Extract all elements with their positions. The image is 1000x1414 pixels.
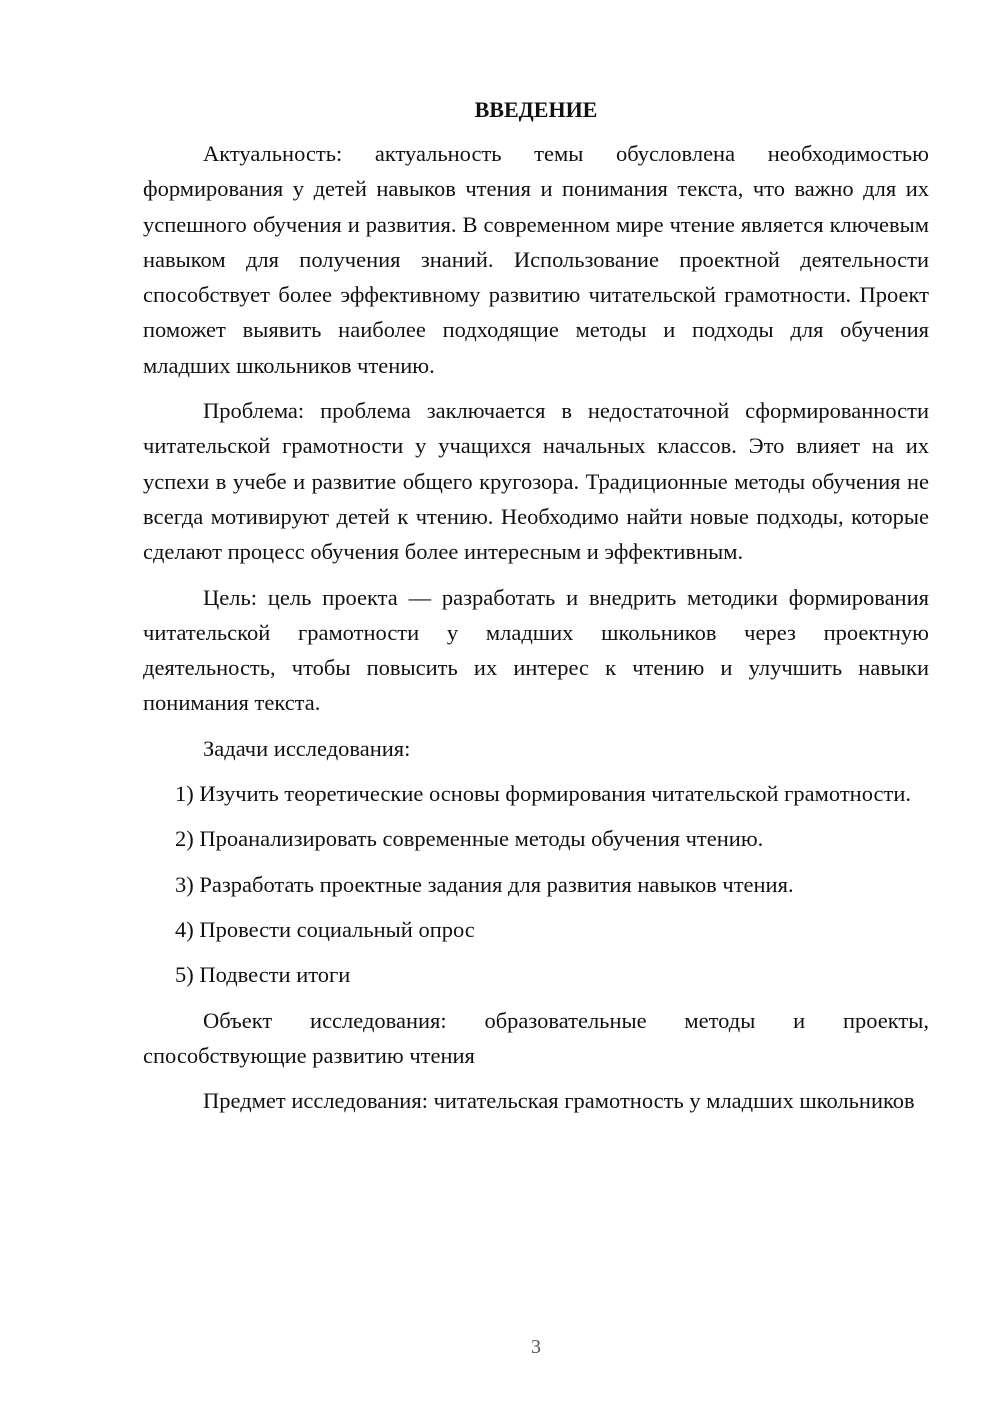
task-item-4: 4) Провести социальный опрос — [175, 916, 475, 942]
task-item-1: 1) Изучить теоретические основы формирования читательской грамотности. — [175, 781, 912, 807]
goal-paragraph: Цель: цель проекта — разработать и внедрить методики формирования читательской грамотности у младших школьников через проектную деятельность, чтобы повысить их интерес к чтению и улучшить навыки понимания текста. — [143, 584, 929, 716]
page-number: 3 — [531, 1336, 541, 1358]
tasks-heading: Задачи исследования: — [203, 735, 411, 761]
task-item-5: 5) Подвести итоги — [175, 962, 351, 988]
page-content — [143, 93, 929, 1128]
relevance-paragraph: Актуальность: актуальность темы обусловлена необходимостью формирования у детей навыков чтения и понимания текста, что важно для их успешного обучения и развития. В современном мире чтение является ключевым навыком для получения знаний. Использование проектной деятельности способствует более эффективному развитию читательской грамотности. Проект поможет выявить наиболее подходящие методы и подходы для обучения младших школьников чтению. — [143, 141, 929, 378]
research-object-paragraph: Объект исследования: образовательные методы и проекты, способствующие развитию чтения — [143, 1007, 929, 1068]
task-item-2: 2) Проанализировать современные методы обучения чтению. — [175, 826, 764, 852]
section-title: ВВЕДЕНИЕ — [474, 97, 598, 122]
research-subject-paragraph: Предмет исследования: читательская грамотность у младших школьников — [203, 1088, 915, 1114]
task-item-3: 3) Разработать проектные задания для развития навыков чтения. — [175, 871, 794, 897]
problem-paragraph: Проблема: проблема заключается в недостаточной сформированности читательской грамотности у учащихся начальных классов. Это влияет на их успехи в учебе и развитие общего кругозора. Традиционные методы обучения не всегда мотивируют детей к чтению. Необходимо найти новые подходы, которые сделают процесс обучения более интересным и эффективным. — [143, 398, 929, 565]
